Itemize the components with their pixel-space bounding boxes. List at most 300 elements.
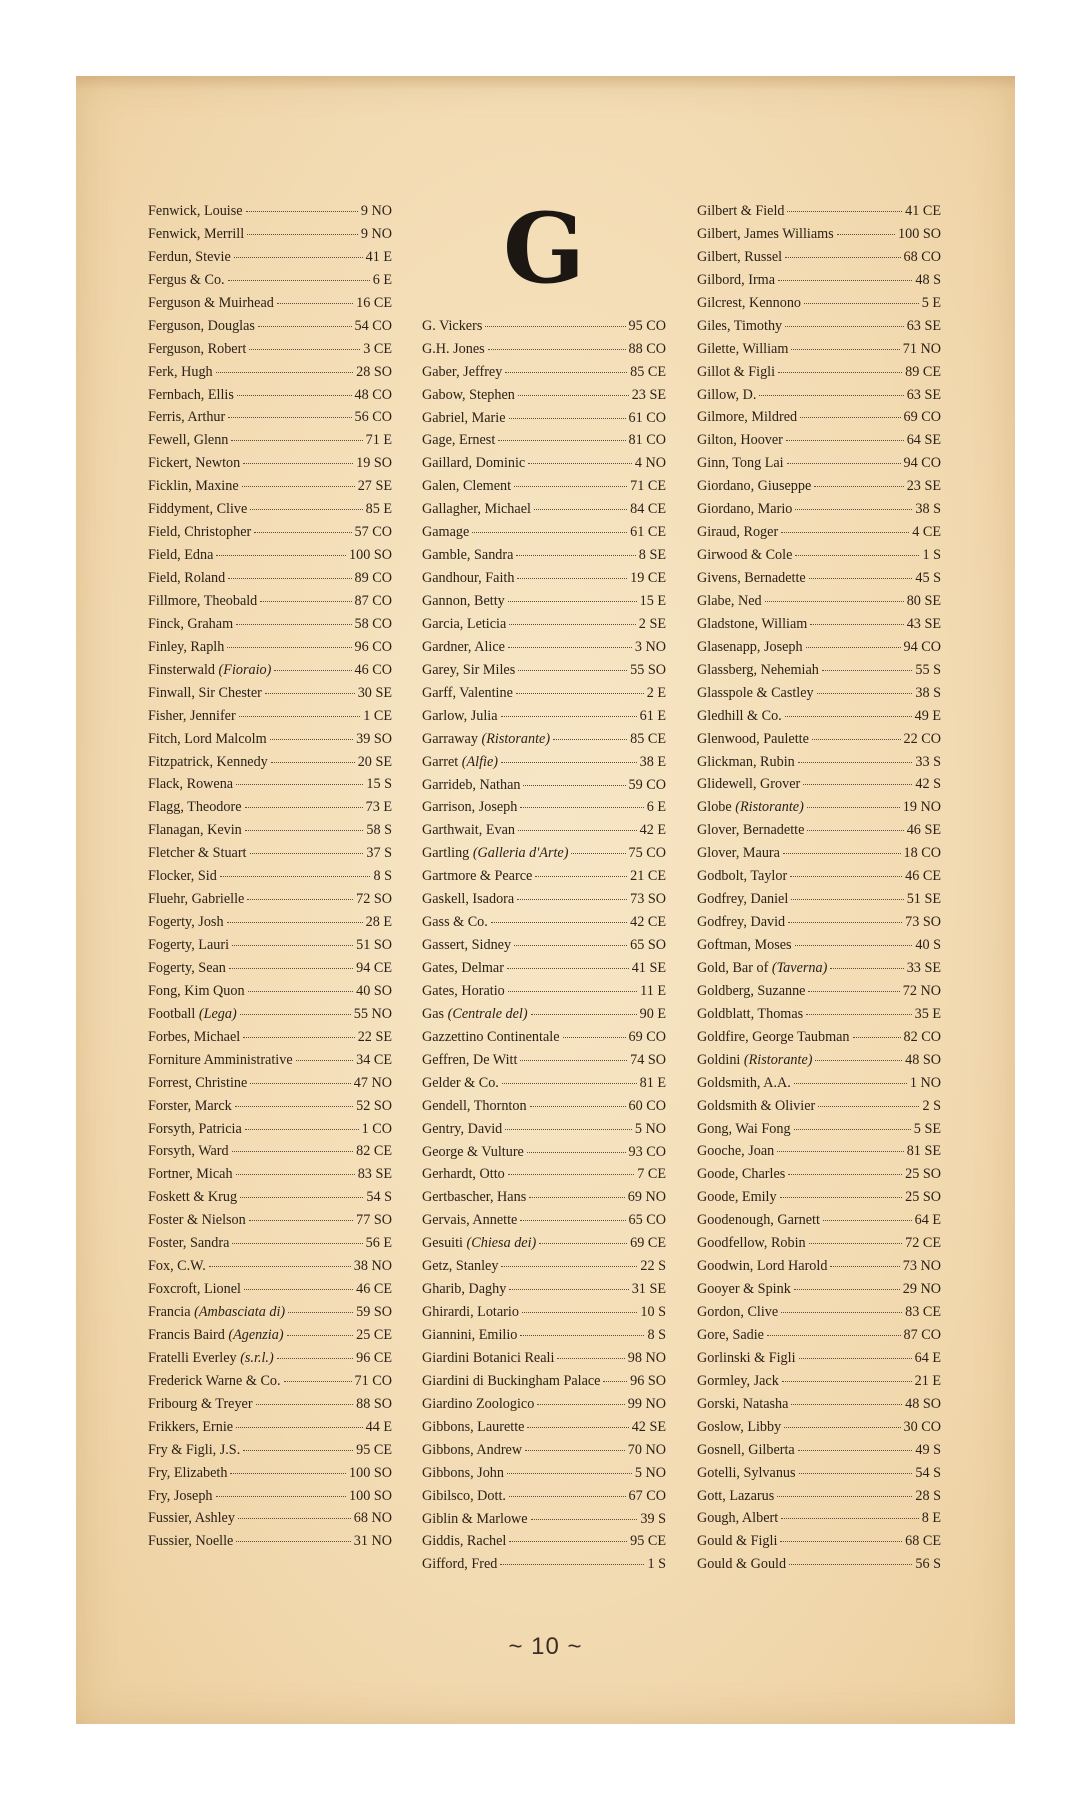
entry-name-text: Ferguson, Douglas — [148, 317, 255, 334]
entry-name-text: Gas — [422, 1005, 445, 1022]
entry-page-ref: 57 CO — [354, 524, 392, 541]
entry-page-ref: 19 NO — [902, 799, 941, 816]
entry-page-ref: 20 SE — [357, 753, 392, 770]
entry-page-ref: 5 SE — [913, 1120, 941, 1137]
directory-entry — [697, 911, 941, 934]
entry-page-ref: 69 CO — [628, 1028, 666, 1045]
entry-page-ref: 61 CE — [630, 524, 666, 541]
dot-leader — [777, 1151, 903, 1152]
entry-page-ref: 3 CE — [363, 340, 392, 357]
dot-leader — [508, 647, 632, 648]
directory-entry — [697, 1278, 941, 1301]
entry-page-ref: 56 CO — [354, 409, 392, 426]
entry-name — [422, 498, 531, 521]
entry-name-text: Fisher, Jennifer — [148, 707, 236, 724]
dot-leader — [788, 1174, 902, 1175]
entry-name — [697, 1530, 777, 1553]
entry-name — [148, 315, 255, 338]
entry-page-ref: 11 E — [640, 982, 666, 999]
entry-name — [148, 1232, 229, 1255]
entry-name — [697, 934, 792, 957]
entry-name-text: Gerhardt, Otto — [422, 1166, 505, 1183]
entry-name-text: Fluehr, Gabrielle — [148, 891, 245, 908]
entry-name-text: Gertbascher, Hans — [422, 1189, 527, 1206]
entry-name — [422, 865, 532, 888]
directory-entry — [422, 1462, 666, 1485]
entry-name-text: Giordano, Giuseppe — [697, 478, 812, 495]
dot-leader — [236, 784, 363, 785]
dot-leader — [505, 1129, 632, 1130]
directory-entry — [697, 1393, 941, 1416]
entry-name — [697, 1186, 777, 1209]
dot-leader — [806, 1014, 911, 1015]
dot-leader — [507, 968, 629, 969]
entry-name — [697, 1301, 778, 1324]
directory-entry — [422, 1255, 666, 1278]
entry-page-ref: 5 NO — [634, 1120, 666, 1137]
dot-leader — [254, 532, 351, 533]
entry-name — [148, 1140, 229, 1163]
entry-name — [697, 567, 806, 590]
dot-leader — [247, 899, 353, 900]
entry-page-ref: 87 CO — [354, 592, 392, 609]
entry-page-ref: 42 CE — [630, 914, 666, 931]
entry-name — [422, 338, 485, 361]
entry-name — [697, 1462, 796, 1485]
entry-name — [697, 406, 797, 429]
entry-name — [422, 934, 511, 957]
entry-name — [697, 819, 804, 842]
directory-entry — [697, 1072, 941, 1095]
entry-name — [422, 1141, 524, 1164]
directory-entry — [697, 1186, 941, 1209]
entry-name — [148, 934, 229, 957]
entry-page-ref: 22 CO — [903, 730, 941, 747]
dot-leader — [287, 1335, 354, 1336]
directory-entry — [697, 819, 941, 842]
directory-entry — [422, 315, 666, 338]
entry-page-ref: 55 S — [915, 661, 941, 678]
dot-leader — [795, 555, 919, 556]
directory-column-1 — [148, 200, 392, 1553]
entry-page-ref: 46 SE — [906, 822, 941, 839]
entry-page-ref: 38 E — [639, 753, 666, 770]
directory-entry — [148, 1485, 392, 1508]
entry-name — [148, 705, 236, 728]
entry-name-text: Gibilsco, Dott. — [422, 1487, 506, 1504]
entry-name — [422, 452, 525, 475]
entry-name — [148, 796, 242, 819]
entry-name — [148, 1186, 237, 1209]
entry-name — [148, 521, 251, 544]
directory-entry — [148, 613, 392, 636]
directory-entry — [697, 269, 941, 292]
entry-name — [422, 1049, 517, 1072]
entry-page-ref: 37 S — [366, 845, 392, 862]
dot-leader — [799, 1473, 913, 1474]
entry-name-text: Ferguson, Robert — [148, 340, 247, 357]
dot-leader — [296, 1060, 354, 1061]
entry-page-ref: 59 SO — [356, 1304, 392, 1320]
entry-name-text: Fong, Kim Quon — [148, 982, 245, 999]
entry-name-text: Fussier, Ashley — [148, 1510, 235, 1527]
directory-entry — [697, 1530, 941, 1553]
entry-name — [148, 865, 217, 888]
entry-name — [422, 613, 506, 636]
dot-leader — [800, 417, 900, 418]
entry-name — [697, 315, 782, 338]
section-letter-box — [422, 192, 666, 315]
dot-leader — [788, 922, 902, 923]
directory-entry — [422, 1508, 666, 1531]
entry-name-text: Fewell, Glenn — [148, 432, 229, 449]
entry-name-text: Gordon, Clive — [697, 1304, 779, 1320]
entry-name — [697, 1072, 791, 1095]
dot-leader — [270, 739, 354, 740]
dot-leader — [507, 1473, 632, 1474]
directory-entry — [697, 773, 941, 796]
entry-page-ref: 100 SO — [898, 225, 941, 242]
dot-leader — [236, 1541, 350, 1542]
entry-page-ref: 54 CO — [354, 317, 392, 334]
directory-entry — [422, 407, 666, 430]
entry-page-ref: 93 CO — [628, 1143, 666, 1160]
entry-name-text: Gendell, Thornton — [422, 1097, 527, 1114]
directory-entry — [422, 911, 666, 934]
entry-page-ref: 25 SO — [905, 1189, 941, 1206]
dot-leader — [209, 1266, 351, 1267]
dot-leader — [799, 1358, 912, 1359]
entry-name — [422, 705, 498, 728]
entry-name-text: Goldsmith & Olivier — [697, 1097, 816, 1114]
entry-name — [148, 269, 225, 292]
entry-page-ref: 42 S — [915, 776, 941, 793]
directory-entry — [697, 590, 941, 613]
dot-leader — [228, 417, 351, 418]
entry-name-text: Forbes, Michael — [148, 1028, 241, 1045]
entry-name-text: Gilbord, Irma — [697, 271, 776, 288]
entry-name-text: Flagg, Theodore — [148, 799, 242, 816]
entry-page-ref: 68 CE — [905, 1533, 941, 1550]
dot-leader — [236, 1174, 355, 1175]
dot-leader — [216, 1496, 347, 1497]
dot-leader — [250, 1083, 350, 1084]
directory-entry — [697, 1485, 941, 1508]
entry-page-ref: 54 S — [366, 1189, 392, 1206]
entry-name-text: Gifford, Fred — [422, 1556, 498, 1573]
entry-name — [422, 1232, 536, 1255]
directory-entry — [148, 1140, 392, 1163]
entry-name-text: Gore, Sadie — [697, 1326, 764, 1343]
entry-name — [148, 246, 231, 269]
entry-name — [422, 1301, 519, 1324]
entry-name — [148, 1003, 237, 1026]
directory-entry — [422, 1209, 666, 1232]
entry-page-ref: 38 NO — [353, 1258, 392, 1275]
entry-page-ref: 28 SO — [356, 363, 392, 380]
directory-entry — [148, 590, 392, 613]
entry-page-ref: 69 NO — [627, 1189, 666, 1206]
directory-entry — [697, 498, 941, 521]
directory-entry — [148, 1003, 392, 1026]
directory-entry — [697, 406, 941, 429]
entry-name — [148, 452, 240, 475]
dot-leader — [804, 303, 919, 304]
entry-name-text: Gates, Horatio — [422, 982, 505, 999]
entry-name — [422, 1485, 506, 1508]
dot-leader — [537, 1404, 624, 1405]
entry-name — [148, 567, 225, 590]
entry-name — [697, 1439, 795, 1462]
entry-name — [148, 1439, 240, 1462]
entry-name-text: Fortner, Micah — [148, 1166, 233, 1183]
directory-entry — [148, 751, 392, 774]
directory-entry — [422, 613, 666, 636]
entry-name-text: Francis Baird — [148, 1326, 225, 1343]
dot-leader — [284, 1381, 352, 1382]
entry-name-text: Goodwin, Lord Harold — [697, 1258, 828, 1275]
entry-page-ref: 90 E — [639, 1005, 666, 1022]
entry-page-ref: 74 SO — [630, 1051, 666, 1068]
entry-qualifier: (Ristorante) — [735, 799, 804, 816]
entry-name-text: Field, Roland — [148, 570, 226, 586]
entry-name — [422, 957, 504, 980]
dot-leader — [759, 395, 903, 396]
entry-name-text: Ferris, Arthur — [148, 409, 226, 426]
dot-leader — [232, 1151, 354, 1152]
entry-name-text: Flanagan, Kevin — [148, 822, 242, 839]
entry-page-ref: 8 SE — [638, 547, 666, 564]
entry-page-ref: 34 CE — [356, 1051, 392, 1068]
entry-name-text: Fenwick, Louise — [148, 203, 243, 219]
entry-page-ref: 68 CO — [903, 248, 941, 265]
entry-name-text: Giblin & Marlowe — [422, 1510, 528, 1527]
entry-name-text: Glabe, Ned — [697, 592, 762, 609]
directory-column-2 — [422, 192, 666, 1576]
entry-name-text: Gassert, Sidney — [422, 937, 512, 954]
entry-page-ref: 46 CO — [354, 661, 392, 678]
entry-name-text: Gabow, Stephen — [422, 386, 515, 403]
dot-leader — [781, 532, 909, 533]
entry-page-ref: 42 SE — [631, 1418, 666, 1435]
directory-entry — [148, 223, 392, 246]
entry-page-ref: 73 E — [365, 799, 392, 816]
directory-entry — [148, 1393, 392, 1416]
entry-name-text: Finck, Graham — [148, 615, 234, 632]
entry-name — [422, 774, 520, 797]
directory-entry — [697, 246, 941, 269]
dot-leader — [767, 1335, 901, 1336]
entry-name-text: Fogerty, Josh — [148, 914, 224, 931]
entry-page-ref: 72 SO — [356, 891, 392, 908]
entry-name-text: Fergus & Co. — [148, 271, 225, 288]
entry-name — [697, 1140, 774, 1163]
directory-entry — [697, 1049, 941, 1072]
entry-name — [697, 246, 782, 269]
entry-name — [697, 1255, 827, 1278]
entry-name — [422, 567, 514, 590]
entry-name — [697, 475, 811, 498]
entry-name — [697, 957, 827, 980]
entry-page-ref: 72 CE — [905, 1235, 941, 1252]
entry-page-ref: 31 SE — [631, 1281, 666, 1298]
entry-page-ref: 59 CO — [628, 776, 666, 793]
entry-page-ref: 67 CO — [628, 1487, 666, 1504]
entry-page-ref: 28 E — [365, 914, 392, 931]
directory-entry — [422, 796, 666, 819]
dot-leader — [514, 486, 627, 487]
entry-page-ref: 25 CE — [356, 1326, 392, 1343]
directory-entry — [422, 1370, 666, 1393]
directory-entry — [697, 1255, 941, 1278]
directory-entry — [422, 659, 666, 682]
dot-leader — [277, 1358, 353, 1359]
entry-name — [148, 544, 213, 567]
entry-name — [148, 1278, 241, 1301]
entry-name — [148, 1255, 206, 1278]
directory-entry — [422, 1439, 666, 1462]
dot-leader — [571, 853, 625, 854]
entry-name-text: Field, Christopher — [148, 524, 252, 541]
entry-page-ref: 10 S — [640, 1304, 666, 1321]
dot-leader — [498, 440, 625, 441]
directory-entry — [697, 338, 941, 361]
entry-name-text: Garrideb, Nathan — [422, 776, 521, 793]
entry-page-ref: 1 NO — [909, 1074, 941, 1091]
directory-entry — [148, 659, 392, 682]
entry-name — [697, 269, 775, 292]
directory-entry — [697, 315, 941, 338]
dot-leader — [815, 1060, 902, 1061]
directory-entry — [148, 819, 392, 842]
dot-leader — [786, 440, 904, 441]
entry-page-ref: 46 CE — [356, 1281, 392, 1298]
entry-name-text: Fogerty, Sean — [148, 959, 226, 976]
entry-page-ref: 42 E — [639, 822, 666, 839]
dot-leader — [472, 532, 627, 533]
entry-page-ref: 23 SE — [631, 386, 666, 403]
entry-name — [148, 1416, 233, 1439]
entry-name — [148, 1095, 232, 1118]
entry-name — [422, 315, 482, 338]
entry-page-ref: 72 NO — [902, 982, 941, 999]
entry-name-text: Fribourg & Treyer — [148, 1395, 253, 1412]
entry-name-text: Gilcrest, Kennono — [697, 294, 802, 311]
entry-name — [148, 384, 234, 407]
directory-entry — [148, 1049, 392, 1072]
entry-page-ref: 56 E — [365, 1235, 392, 1252]
entry-name-text: Gandhour, Faith — [422, 570, 515, 587]
dot-leader — [242, 486, 355, 487]
dot-leader — [491, 922, 627, 923]
directory-entry — [422, 728, 666, 751]
dot-leader — [232, 1243, 362, 1244]
entry-name — [422, 888, 514, 911]
entry-qualifier: (Chiesa dei) — [466, 1235, 537, 1252]
entry-name-text: Gabriel, Marie — [422, 409, 506, 426]
entry-page-ref: 28 S — [915, 1487, 941, 1504]
entry-name — [697, 773, 800, 796]
entry-name — [148, 659, 271, 682]
dot-leader — [784, 1427, 900, 1428]
directory-entry — [148, 1370, 392, 1393]
entry-page-ref: 45 S — [915, 570, 941, 586]
entry-name-text: Getz, Stanley — [422, 1258, 499, 1275]
dot-leader — [791, 349, 899, 350]
entry-name — [422, 796, 517, 819]
entry-name-text: Fitch, Lord Malcolm — [148, 730, 267, 747]
directory-entry — [697, 1553, 941, 1576]
entry-name — [422, 1416, 524, 1439]
entry-name — [422, 842, 568, 865]
entry-page-ref: 89 CO — [354, 570, 392, 586]
dot-leader — [809, 1243, 902, 1244]
entry-name-text: Gamage — [422, 524, 470, 541]
directory-entry — [148, 1163, 392, 1186]
directory-entry — [697, 452, 941, 475]
directory-entry — [148, 705, 392, 728]
dot-leader — [234, 257, 363, 258]
dot-leader — [790, 876, 902, 877]
entry-name-text: Goldberg, Suzanne — [697, 982, 806, 999]
entry-name — [697, 1278, 791, 1301]
entry-name — [148, 1485, 213, 1508]
entry-page-ref: 40 SO — [356, 982, 392, 999]
entry-name — [697, 521, 778, 544]
entry-name-text: Gould & Figli — [697, 1533, 778, 1550]
entry-name-text: Gibbons, Andrew — [422, 1441, 523, 1458]
entry-page-ref: 27 SE — [357, 478, 392, 495]
entry-page-ref: 85 E — [365, 501, 392, 518]
entry-page-ref: 15 S — [366, 776, 392, 793]
directory-entry — [697, 796, 941, 819]
entry-name-text: Gartmore & Pearce — [422, 868, 533, 885]
entry-name-text: Godfrey, David — [697, 914, 786, 931]
entry-name — [697, 1003, 803, 1026]
entry-page-ref: 81 CO — [628, 432, 666, 449]
entry-name-text: Goftman, Moses — [697, 937, 792, 953]
entry-name — [148, 636, 224, 659]
entry-name-text: Garlow, Julia — [422, 707, 498, 724]
entry-page-ref: 81 E — [639, 1074, 666, 1091]
directory-entry — [148, 1232, 392, 1255]
directory-entry — [148, 1026, 392, 1049]
entry-page-ref: 33 SE — [906, 959, 941, 976]
entry-name-text: Giardini di Buckingham Palace — [422, 1372, 601, 1389]
dot-leader — [509, 1289, 628, 1290]
entry-name-text: Fiddyment, Clive — [148, 501, 248, 518]
dot-leader — [528, 463, 632, 464]
entry-name-text: Goldsmith, A.A. — [697, 1074, 791, 1091]
directory-entry — [697, 200, 941, 223]
entry-page-ref: 89 CE — [905, 363, 941, 380]
dot-leader — [239, 716, 361, 717]
dot-leader — [509, 1541, 627, 1542]
entry-name — [422, 1393, 534, 1416]
entry-name-text: Ferk, Hugh — [148, 363, 213, 380]
dot-leader — [520, 807, 643, 808]
entry-page-ref: 49 E — [914, 707, 941, 724]
entry-page-ref: 21 E — [914, 1372, 941, 1389]
dot-leader — [249, 349, 360, 350]
directory-column-3 — [697, 200, 941, 1576]
entry-page-ref: 77 SO — [356, 1212, 392, 1229]
entry-page-ref: 88 CO — [628, 340, 666, 357]
directory-entry — [148, 796, 392, 819]
dot-leader — [228, 578, 351, 579]
directory-entry — [697, 292, 941, 315]
entry-name — [148, 1209, 246, 1232]
